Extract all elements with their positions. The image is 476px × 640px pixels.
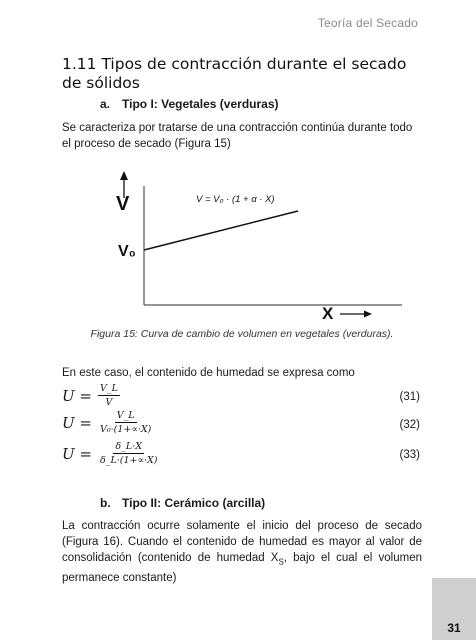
equation-32-numerator: V_L	[116, 410, 135, 421]
series-line	[144, 211, 298, 250]
subsection-b-heading	[100, 496, 265, 510]
equation-31-lhs: U =	[62, 386, 92, 405]
equation-32-denominator: V₀·(1+∝·X)	[99, 424, 152, 435]
line-equation: V = V₀ · (1 + α · X)	[196, 194, 275, 205]
equation-33-fraction	[98, 441, 159, 466]
page-number: 31	[447, 621, 461, 635]
subsection-a-heading	[100, 97, 279, 111]
paragraph-3-subscript: S	[278, 557, 284, 567]
equation-33-numerator: δ_L·X	[115, 441, 142, 452]
equation-32-number: (32)	[399, 419, 420, 431]
volume-change-figure	[100, 168, 420, 320]
equation-31-fraction	[98, 383, 120, 408]
equation-31	[62, 383, 120, 408]
subsection-b-label: b.	[100, 496, 111, 510]
subsection-a-label: a.	[100, 97, 111, 111]
paragraph-3	[62, 518, 422, 586]
equation-32-lhs: U =	[62, 413, 92, 432]
equation-31-numerator: V_L	[99, 383, 118, 394]
x-arrowhead	[364, 311, 372, 318]
paragraph-1: Se caracteriza por tratarse de una contracción continúa durante todo el proceso de secado (Figura 15)	[62, 122, 413, 150]
equation-33	[62, 441, 159, 466]
y-axis-label: V	[116, 193, 130, 215]
y-arrowhead	[120, 171, 128, 180]
intercept-label: V₀	[118, 243, 136, 260]
paragraph-3-text-a: La contracción ocurre solamente el inicio del proceso de secado (Figura 16). Cuando el contenido de humedad es mayor al valor de consolidación (contenido de humedad X	[62, 520, 422, 564]
running-head: Teoría del Secado	[317, 16, 418, 30]
equation-31-denominator: V	[105, 397, 113, 408]
subsection-b-title: Tipo II: Cerámico (arcilla)	[122, 496, 266, 510]
paragraph-2: En este caso, el contenido de humedad se expresa como	[62, 367, 355, 379]
subsection-a-title: Tipo I: Vegetales (verduras)	[122, 97, 279, 111]
equation-31-number: (31)	[399, 391, 420, 403]
figure-caption: Figura 15: Curva de cambio de volumen en vegetales (verduras).	[90, 328, 394, 340]
equation-32	[62, 410, 153, 435]
equation-32-fraction	[98, 410, 153, 435]
x-axis-label: X	[322, 304, 334, 320]
equation-33-lhs: U =	[62, 444, 92, 463]
section-title: 1.11 Tipos de contracción durante el secado de sólidos	[62, 55, 407, 92]
equation-33-denominator: δ_L·(1+∝·X)	[99, 455, 158, 466]
paragraph-3-text-b: , bajo el cual el volumen permanece constante)	[62, 552, 422, 585]
equation-33-number: (33)	[399, 449, 420, 461]
